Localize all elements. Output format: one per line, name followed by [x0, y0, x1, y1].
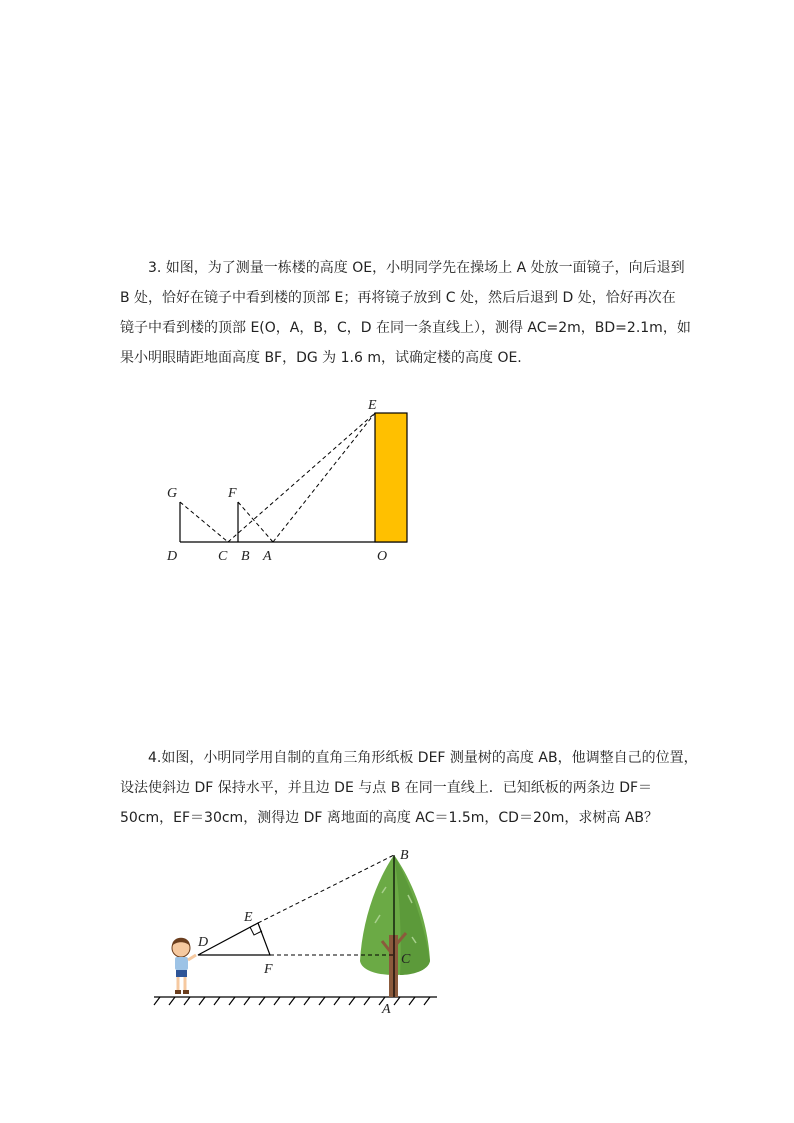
label-O: O: [377, 549, 388, 564]
label-G: G: [167, 486, 178, 501]
problem-3-figure: [150, 390, 430, 575]
label-E: E: [244, 910, 253, 925]
problem-4-figure: [150, 843, 450, 1021]
ray-F-A: [238, 502, 273, 542]
problem-3-line-2: B 处，恰好在镜子中看到楼的顶部 E；再将镜子放到 C 处，然后后退到 D 处，恰好再次在: [120, 290, 676, 306]
label-A: A: [263, 549, 272, 564]
ray-A-E: [273, 413, 375, 542]
ray-G-C: [180, 502, 228, 542]
problem-3-line-3: 镜子中看到楼的顶部 E(O，A，B，C，D 在同一条直线上），测得 AC=2m，BD=2.1m，如: [120, 320, 691, 336]
triangle-DEF: [198, 923, 270, 955]
label-D: D: [198, 935, 209, 950]
building: [375, 413, 407, 542]
ray-C-E: [228, 413, 375, 542]
label-C: C: [401, 952, 411, 967]
problem-3-line-1: 3. 如图，为了测量一栋楼的高度 OE，小明同学先在操场上 A 处放一面镜子，向后退到: [148, 260, 685, 276]
problem-3-text: [120, 253, 691, 373]
label-B: B: [241, 549, 250, 564]
label-B: B: [400, 848, 409, 863]
label-D: D: [167, 549, 178, 564]
label-A: A: [382, 1002, 391, 1017]
label-E: E: [368, 398, 377, 413]
problem-4-line-1: 4.如图，小明同学用自制的直角三角形纸板 DEF 测量树的高度 AB，他调整自己的位置，: [148, 750, 698, 766]
label-F: F: [228, 486, 237, 501]
label-C: C: [218, 549, 228, 564]
ground: [154, 997, 437, 1005]
label-F: F: [264, 962, 273, 977]
problem-4-line-2: 设法使斜边 DF 保持水平，并且边 DE 与点 B 在同一直线上．已知纸板的两条边 DF＝: [120, 780, 653, 796]
child-figure: [172, 938, 196, 994]
problem-3-line-4: 果小明眼睛距地面高度 BF，DG 为 1.6 m，试确定楼的高度 OE.: [120, 350, 522, 366]
problem-4-text: [120, 743, 698, 833]
tree-illustration: [360, 855, 430, 997]
problem-4-line-3: 50cm，EF＝30cm，测得边 DF 离地面的高度 AC＝1.5m，CD＝20m，求树高 AB？: [120, 810, 659, 826]
